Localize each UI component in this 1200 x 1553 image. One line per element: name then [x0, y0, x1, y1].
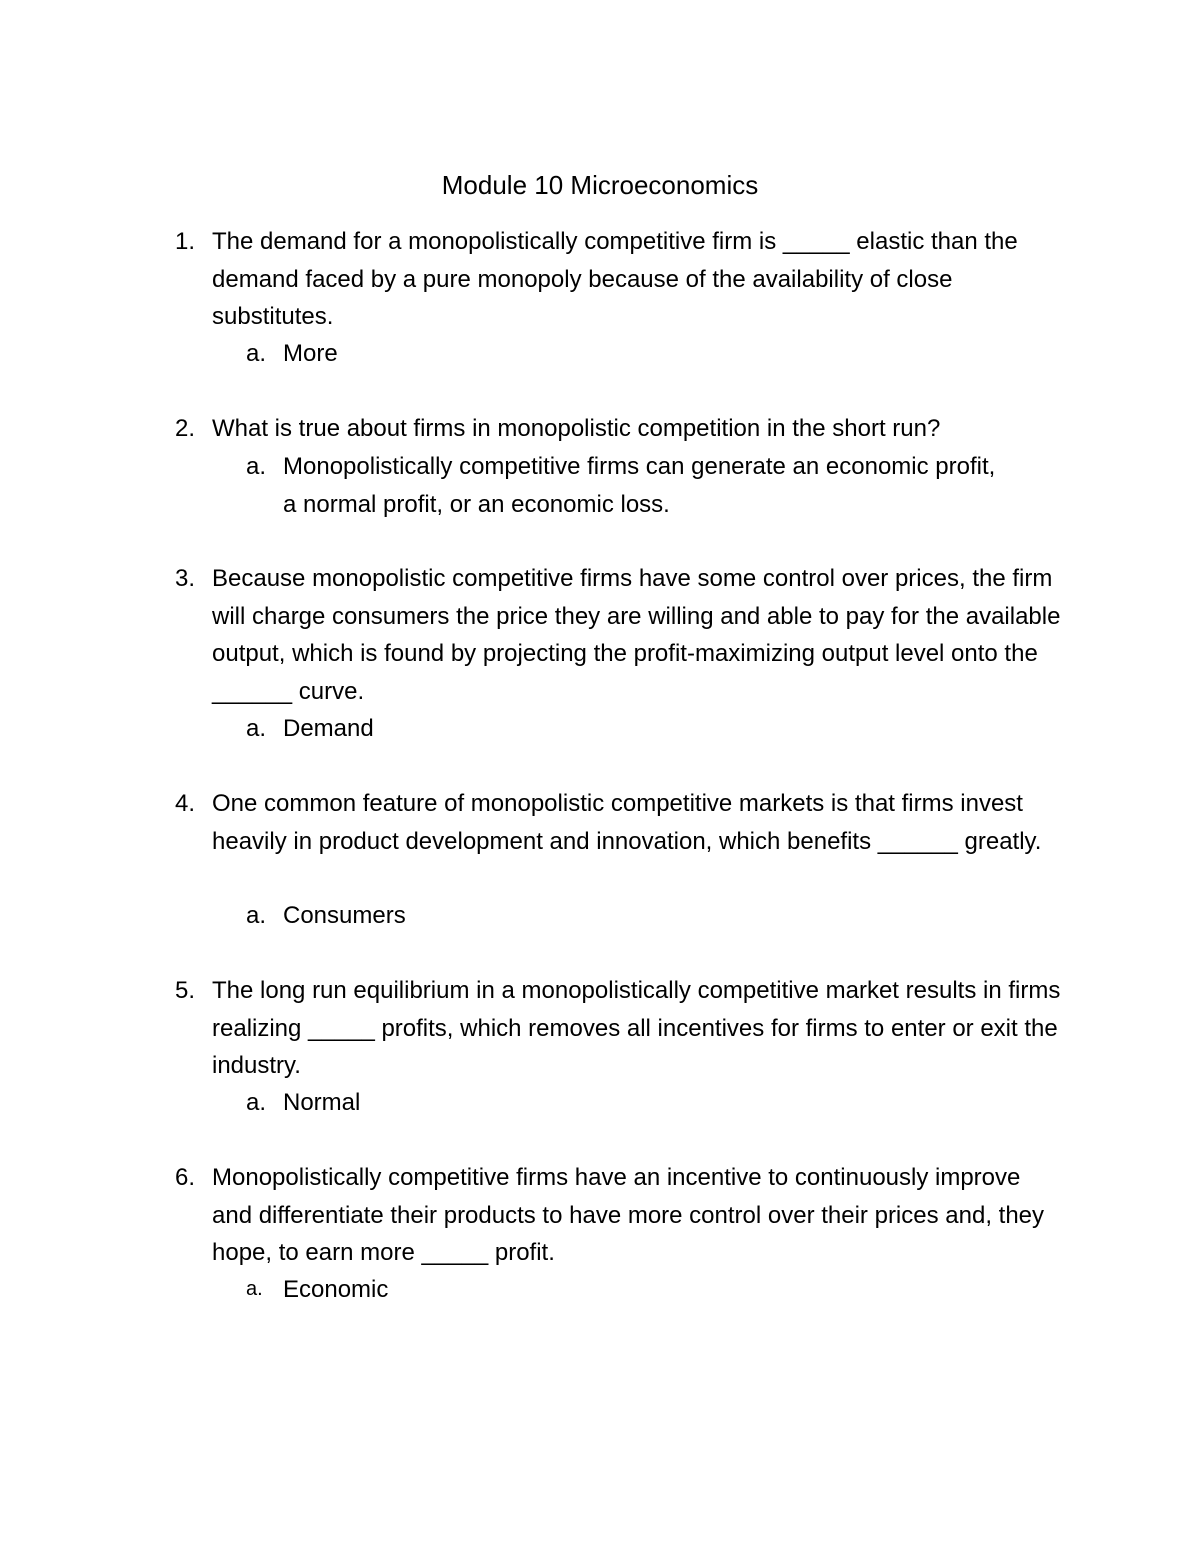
question-text: The long run equilibrium in a monopolistically competitive market results in firms realizing _____ profits, which removes all incentives for firms to enter or exit the industry. — [212, 977, 1061, 1079]
question-number: 3. — [175, 565, 196, 592]
answer-letter: a. — [246, 340, 267, 367]
answer-letter: a. — [246, 453, 267, 480]
question-number: 4. — [175, 790, 196, 817]
question-text: Monopolistically competitive firms have an incentive to continuously improve and differentiate their products to have more control over their prices and, they hope, to earn more _____ profit. — [212, 1164, 1045, 1266]
question-text: Because monopolistic competitive firms have some control over prices, the firm will charge consumers the price they are willing and able to pay for the available output, which is found by projecting the profit-maximizing output level onto the ______ curve. — [212, 565, 1061, 705]
answer-text: Economic — [283, 1276, 389, 1303]
answer-letter: a. — [246, 715, 267, 742]
answer-letter: a. — [246, 902, 267, 929]
question-text: The demand for a monopolistically competitive firm is _____ elastic than the demand faced by a pure monopoly because of the availability of close substitutes. — [212, 228, 1018, 330]
question-number: 6. — [175, 1164, 196, 1191]
answer-text: Normal — [283, 1089, 361, 1116]
answer-letter: a. — [246, 1089, 267, 1116]
document-title: Module 10 Microeconomics — [441, 170, 759, 200]
question-number: 1. — [175, 228, 196, 255]
answer-text: More — [283, 340, 338, 367]
answer-text: Monopolistically competitive firms can generate an economic profit, a normal profit, or an economic loss. — [283, 453, 996, 518]
question-text: One common feature of monopolistic competitive markets is that firms invest heavily in product development and innovation, which benefits ______ greatly. — [212, 790, 1042, 855]
question-number: 5. — [175, 977, 196, 1004]
answer-text: Consumers — [283, 902, 406, 929]
answer-letter: a. — [246, 1278, 263, 1300]
question-text: What is true about firms in monopolistic competition in the short run? — [212, 415, 941, 442]
question-number: 2. — [175, 415, 196, 442]
answer-text: Demand — [283, 715, 374, 742]
